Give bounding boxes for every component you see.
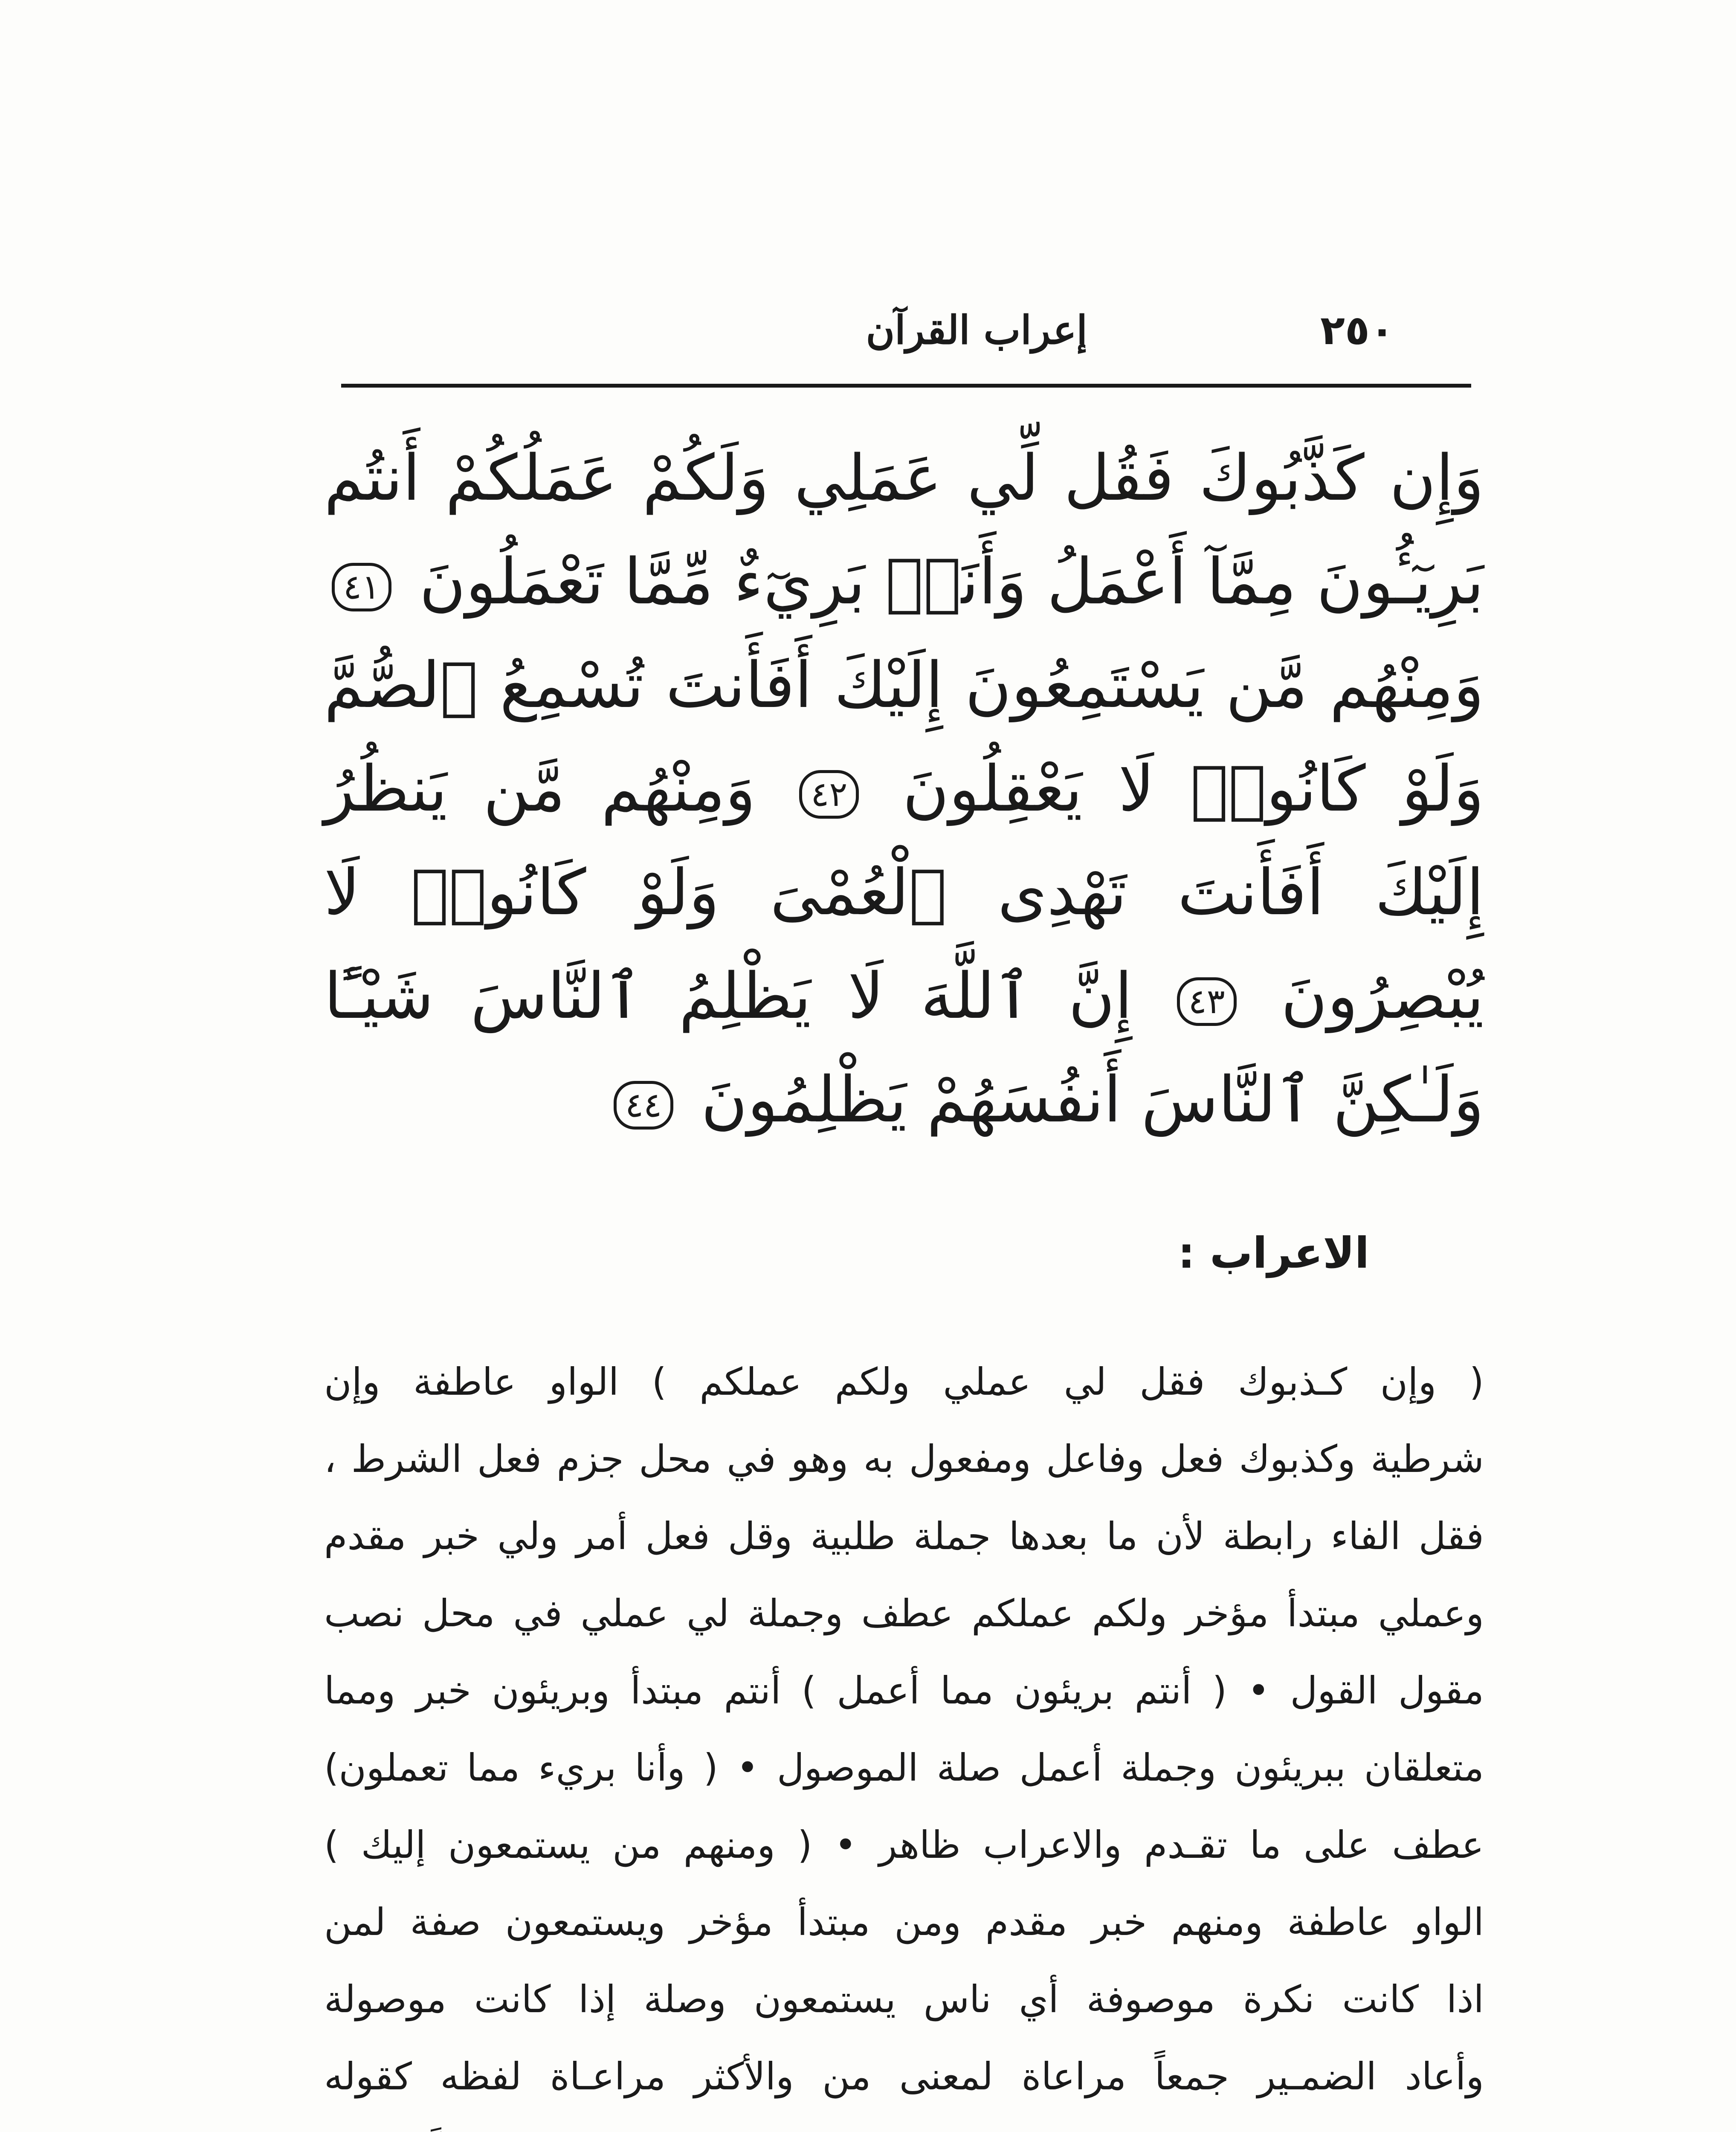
commentary-line: عطف على ما تقـدم والاعراب ظاهر • ( ومنهم من يستمعون إليك ) <box>324 1823 1484 1867</box>
commentary-line: ( وإن كـذبوك فقل لي عملي ولكم عملكم ) الواو عاطفة وإن <box>324 1360 1484 1404</box>
verse-line-1: وَإِن كَذَّبُوكَ فَقُل لِّي عَمَلِي وَلَكُمْ عَمَلُكُمْ أَنتُم بَرِيٓـُٔونَ مِمَّآ <box>324 441 1484 618</box>
verse-number-44: ٤٤ <box>614 1081 673 1130</box>
page-number: ٢٥٠ <box>1320 307 1394 354</box>
verse-line-4a: إِلَيْكَ أَفَأَنتَ تَهْدِى ٱلْعُمْىَ وَلَوْ كَانُوا۟ لَا يُبْصِرُونَ <box>324 856 1484 1033</box>
commentary-line: اذا كانت نكرة موصوفة أي ناس يستمعون وصلة إذا كانت موصولة <box>324 1977 1484 2021</box>
commentary-line: الواو عاطفة ومنهم خبر مقدم ومن مبتدأ مؤخر ويستمعون صفة لمن <box>324 1900 1484 1944</box>
verse-line-3b: وَمِنْهُم مَّن يَنظُرُ <box>324 752 756 826</box>
commentary-line: وأعاد الضمـير جمعاً مراعاة لمعنى من والأكثر مراعـاة لفظه كقوله <box>324 2054 1484 2098</box>
verse-line-2b: وَمِنْهُم مَّن يَسْتَمِعُونَ إِلَيْكَ <box>834 649 1484 722</box>
commentary-line: مقول القول • ( أنتم بريئون مما أعمل ) أنتم مبتدأ وبريئون خبر ومما <box>324 1669 1484 1712</box>
verse-number-43: ٤٣ <box>1177 977 1237 1026</box>
page-header <box>341 298 1471 362</box>
commentary-text <box>324 1343 1484 2132</box>
commentary-line: شرطية وكذبوك فعل وفاعل ومفعول به وهو في محل جزم فعل الشرط ، <box>324 1437 1484 1481</box>
verse-number-42: ٤٢ <box>799 770 859 819</box>
verse-line-2a: أَعْمَلُ وَأَنَا۠ بَرِيٓءٌ مِّمَّا تَعْمَلُونَ <box>419 545 1187 618</box>
commentary-line: فقل الفاء رابطة لأن ما بعدها جملة طلبية وقل فعل أمر ولي خبر مقدم <box>324 1514 1484 1558</box>
verse-line-3a: أَفَأَنتَ تُسْمِعُ ٱلصُّمَّ وَلَوْ كَانُوا۟ لَا يَعْقِلُونَ <box>324 649 1484 826</box>
verse-line-4b: إِنَّ ٱللَّهَ لَا يَظْلِمُ <box>679 959 1133 1033</box>
verse-line-5a: ٱلنَّاسَ شَيْـًٔا وَلَـٰكِنَّ ٱلنَّاسَ أَنفُسَهُمْ يَظْلِمُونَ <box>324 959 1484 1136</box>
verse-number-41: ٤١ <box>332 563 391 611</box>
running-title: إعراب القرآن <box>866 307 1087 353</box>
quran-verses <box>324 426 1484 1152</box>
header-rule <box>341 384 1471 388</box>
commentary-line: متعلقان ببريئون وجملة أعمل صلة الموصول • ( وأنا بريء مما تعملون) <box>324 1746 1484 1790</box>
section-heading: الاعراب : <box>1178 1228 1369 1278</box>
commentary-line: وعملي مبتدأ مؤخر ولكم عملكم عطف وجملة لي عملي في محل نصب <box>324 1591 1484 1635</box>
commentary-line <box>324 2115 1484 2132</box>
